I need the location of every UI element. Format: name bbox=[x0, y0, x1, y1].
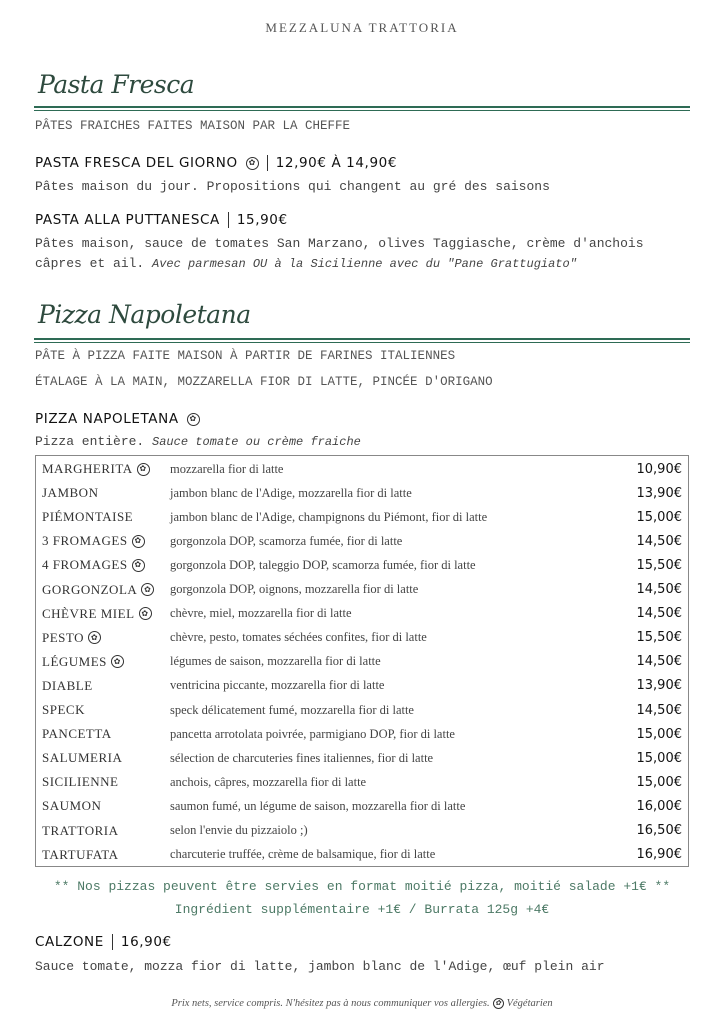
pizza-name-text: SPECK bbox=[42, 702, 85, 717]
divider bbox=[34, 342, 690, 343]
section-subtitle: PÂTE À PIZZA FAITE MAISON À PARTIR DE FARINES ITALIENNES bbox=[35, 349, 456, 363]
pizza-ingredients: jambon blanc de l'Adige, mozzarella fior di latte bbox=[170, 485, 412, 500]
pizza-row bbox=[42, 481, 682, 505]
pizza-name-text: TRATTORIA bbox=[42, 822, 119, 838]
item-name: PIZZA NAPOLETANA bbox=[35, 411, 179, 427]
pizza-name bbox=[42, 847, 170, 863]
item-name: CALZONE bbox=[35, 934, 104, 950]
pizza-ingredients: légumes de saison, mozzarella fior di latte bbox=[170, 654, 381, 669]
vegetarian-icon: ✿ bbox=[139, 607, 152, 620]
pizza-name-text: JAMBON bbox=[42, 485, 99, 501]
pizza-name bbox=[42, 702, 170, 718]
pizza-row bbox=[42, 794, 682, 818]
pizza-row bbox=[42, 626, 682, 650]
vegetarian-icon: ✿ bbox=[246, 157, 259, 170]
pizza-row bbox=[42, 843, 682, 867]
pizza-name bbox=[42, 582, 170, 598]
pizza-name bbox=[42, 774, 170, 790]
separator bbox=[228, 212, 229, 228]
pizza-name-text: SICILIENNE bbox=[42, 774, 119, 790]
vegetarian-icon: ✿ bbox=[88, 631, 101, 644]
pizza-name-text: 3 FROMAGES bbox=[42, 533, 128, 549]
pizza-price: 14,50€ bbox=[636, 702, 682, 718]
pizza-row bbox=[42, 819, 682, 843]
pizza-row bbox=[42, 602, 682, 626]
pizza-price: 16,50€ bbox=[636, 823, 682, 838]
pizza-price: 14,50€ bbox=[636, 606, 682, 622]
item-name: PASTA FRESCA DEL GIORNO bbox=[35, 155, 238, 171]
pizza-price: 16,00€ bbox=[636, 798, 682, 814]
vegetarian-icon: ✿ bbox=[132, 559, 145, 572]
restaurant-name: MEZZALUNA TRATTORIA bbox=[265, 20, 459, 35]
pizza-ingredients: anchois, câpres, mozzarella fior di latte bbox=[170, 774, 367, 789]
item-price: 12,90€ À 14,90€ bbox=[275, 155, 398, 171]
desc-text: Pizza entière. bbox=[35, 434, 145, 449]
pizza-price: 15,00€ bbox=[636, 726, 682, 742]
pizza-name-text: CHÈVRE MIEL bbox=[42, 605, 135, 621]
pizza-name bbox=[42, 557, 170, 573]
divider bbox=[34, 106, 690, 108]
vegetarian-icon: ✿ bbox=[141, 583, 154, 596]
pizza-price: 15,00€ bbox=[636, 750, 682, 766]
pizza-ingredients: saumon fumé, un légume de saison, mozzarella fior di latte bbox=[170, 798, 466, 813]
pizza-note: Ingrédient supplémentaire +1€ / Burrata 125g +4€ bbox=[174, 902, 550, 917]
vegetarian-icon: ✿ bbox=[132, 535, 145, 548]
pizza-name bbox=[42, 726, 170, 742]
desc-text: Pâtes maison, sauce de tomates San Marzano, olives Taggiasche, crème d'anchois câpres et ail. bbox=[35, 236, 644, 271]
pizza-name bbox=[42, 678, 170, 694]
pizza-ingredients: charcuterie truffée, crème de balsamique, fior di latte bbox=[170, 847, 436, 862]
pizza-name-text: PESTO bbox=[42, 629, 84, 645]
pizza-name bbox=[42, 606, 170, 622]
divider bbox=[34, 338, 690, 340]
pizza-name bbox=[42, 750, 170, 766]
pizza-ingredients: gorgonzola DOP, scamorza fumée, fior di latte bbox=[170, 533, 403, 548]
pizza-row bbox=[42, 698, 682, 722]
pizza-ingredients: speck délicatement fumé, mozzarella fior di latte bbox=[170, 702, 414, 717]
pizza-ingredients: ventricina piccante, mozzarella fior di latte bbox=[170, 678, 385, 693]
item-price: 16,90€ bbox=[120, 934, 172, 950]
menu-item-heading bbox=[35, 934, 172, 950]
pizza-ingredients: gorgonzola DOP, taleggio DOP, scamorza fumée, fior di latte bbox=[170, 557, 476, 572]
footer-legend: Végétarien bbox=[506, 998, 553, 1009]
pizza-ingredients: gorgonzola DOP, oignons, mozzarella fior di latte bbox=[170, 582, 419, 596]
pizza-row bbox=[42, 529, 682, 553]
pizza-price: 13,90€ bbox=[636, 485, 682, 501]
pizza-name-text: DIABLE bbox=[42, 677, 93, 693]
pizza-name bbox=[42, 485, 170, 501]
desc-italic: Sauce tomate ou crème fraiche bbox=[152, 435, 361, 449]
pizza-note: ** Nos pizzas peuvent être servies en format moitié pizza, moitié salade +1€ ** bbox=[53, 879, 671, 894]
pizza-name-text: TARTUFATA bbox=[42, 846, 119, 862]
vegetarian-icon: ✿ bbox=[137, 463, 150, 476]
pizza-ingredients: selon l'envie du pizzaiolo ;) bbox=[170, 823, 308, 837]
pizza-name-text: MARGHERITA bbox=[42, 461, 133, 476]
pizza-name bbox=[42, 630, 170, 646]
pizza-price: 13,90€ bbox=[636, 678, 682, 694]
footer-text: Prix nets, service compris. N'hésitez pas à nous communiquer vos allergies. bbox=[171, 998, 490, 1009]
desc-italic: Avec parmesan OU à la Sicilienne avec du "Pane Grattugiato" bbox=[152, 257, 577, 271]
pizza-name bbox=[42, 654, 170, 670]
pizza-name-text: SALUMERIA bbox=[42, 750, 123, 766]
item-description: Pâtes maison du jour. Propositions qui changent au gré des saisons bbox=[35, 179, 550, 194]
footer bbox=[0, 998, 724, 1009]
divider bbox=[34, 110, 690, 111]
separator bbox=[112, 934, 113, 950]
vegetarian-icon: ✿ bbox=[187, 413, 200, 426]
pizza-price: 15,50€ bbox=[636, 630, 682, 646]
pizza-ingredients: pancetta arrotolata poivrée, parmigiano DOP, fior di latte bbox=[170, 726, 455, 741]
item-description bbox=[35, 234, 695, 274]
pizza-ingredients: jambon blanc de l'Adige, champignons du Piémont, fior di latte bbox=[170, 509, 488, 524]
pizza-price: 15,50€ bbox=[636, 557, 682, 573]
item-price: 15,90€ bbox=[236, 212, 288, 228]
pizza-name-text: LÉGUMES bbox=[42, 653, 107, 669]
pizza-price: 14,50€ bbox=[636, 582, 682, 597]
vegetarian-icon: ✿ bbox=[493, 998, 504, 1009]
pizza-price: 14,50€ bbox=[636, 654, 682, 670]
pizza-name bbox=[42, 533, 170, 549]
pizza-price: 16,90€ bbox=[636, 847, 682, 863]
pizza-price: 14,50€ bbox=[636, 533, 682, 549]
pizza-row bbox=[42, 578, 682, 602]
pizza-name-text: PANCETTA bbox=[42, 726, 112, 742]
pizza-ingredients: chèvre, miel, mozzarella fior di latte bbox=[170, 606, 352, 621]
item-description: Sauce tomate, mozza fior di latte, jambon blanc de l'Adige, œuf plein air bbox=[35, 959, 605, 974]
pizza-price: 10,90€ bbox=[636, 461, 682, 477]
pizza-row bbox=[42, 746, 682, 770]
pizza-row bbox=[42, 505, 682, 529]
pizza-name bbox=[42, 798, 170, 814]
vegetarian-icon: ✿ bbox=[111, 655, 124, 668]
pizza-row bbox=[42, 674, 682, 698]
section-subtitle: PÂTES FRAICHES FAITES MAISON PAR LA CHEFFE bbox=[35, 119, 351, 133]
section-subtitle: ÉTALAGE À LA MAIN, MOZZARELLA FIOR DI LATTE, PINCÉE D'ORIGANO bbox=[35, 375, 493, 389]
item-name: PASTA ALLA PUTTANESCA bbox=[35, 212, 220, 228]
section-title-pasta: Pasta Fresca bbox=[38, 70, 195, 99]
menu-item-heading bbox=[35, 212, 288, 228]
pizza-price: 15,00€ bbox=[636, 774, 682, 790]
pizza-price: 15,00€ bbox=[636, 509, 682, 525]
pizza-ingredients: sélection de charcuteries fines italiennes, fior di latte bbox=[170, 750, 434, 765]
pizza-row bbox=[42, 457, 682, 481]
menu-item-heading bbox=[35, 411, 200, 427]
pizza-name-text: 4 FROMAGES bbox=[42, 557, 128, 573]
menu-item-heading bbox=[35, 155, 397, 171]
pizza-ingredients: mozzarella fior di latte bbox=[170, 461, 284, 476]
pizza-row bbox=[42, 722, 682, 746]
pizza-row bbox=[42, 650, 682, 674]
pizza-name bbox=[42, 461, 170, 477]
pizza-row bbox=[42, 770, 682, 794]
pizza-name-text: PIÉMONTAISE bbox=[42, 509, 134, 525]
pizza-name-text: SAUMON bbox=[42, 798, 102, 814]
pizza-ingredients: chèvre, pesto, tomates séchées confites, fior di latte bbox=[170, 630, 427, 645]
separator bbox=[267, 155, 268, 171]
item-description bbox=[35, 432, 695, 452]
pizza-row bbox=[42, 553, 682, 577]
pizza-name bbox=[42, 823, 170, 839]
pizza-name-text: GORGONZOLA bbox=[42, 581, 138, 597]
pizza-table bbox=[35, 455, 689, 867]
pizza-name bbox=[42, 509, 170, 525]
section-title-pizza: Pizza Napoletana bbox=[38, 300, 251, 329]
